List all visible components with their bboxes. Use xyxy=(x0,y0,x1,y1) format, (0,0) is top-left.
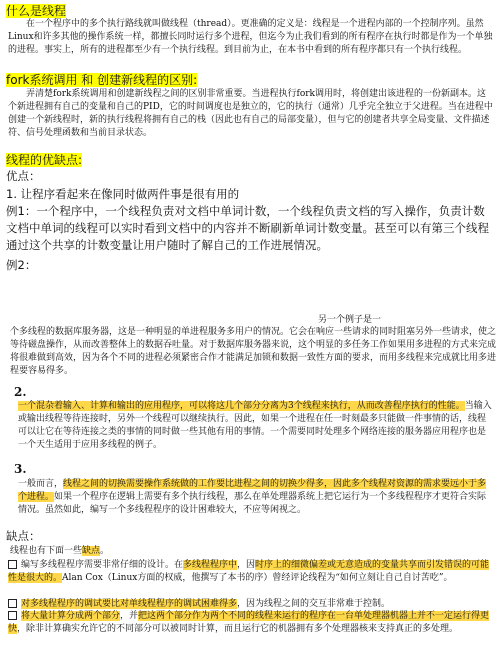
cons-intro-highlight: 缺点 xyxy=(82,546,101,556)
cons-item-1 xyxy=(8,559,494,585)
section-heading-fork-vs-thread: fork系统调用 和 创建新线程的区别: xyxy=(6,73,198,87)
item2-text xyxy=(18,400,494,452)
cons-2-mid: ，因为线程之间的交互非常难于控制。 xyxy=(237,599,391,609)
item3-pre: 一般而言， xyxy=(18,479,64,489)
section-heading-pros-cons: 线程的优缺点: xyxy=(6,153,83,167)
cons-2-hl1: 对多线程程序的调试要比对单线程程序的调试困难得多 xyxy=(21,599,238,609)
item2-rest: 当输入或输出线程等待连接时，另外一个线程可以继续执行。因此，如果一个进程在任一时刻最多只能做一件事情的话，线程可以让它在等待连接之类的事情的同时做一些其他有用的事情。一个需要同时处理多个网络连接的服务器应用程序也是一个天生适用于应用多线程的例子。 xyxy=(18,401,492,450)
cons-3-mid: ，并 xyxy=(120,611,139,621)
item3-number: 3. xyxy=(14,462,27,476)
pros-label: 优点： xyxy=(6,169,41,183)
item3-highlight: 线程之间的切换需要操作系统做的工作要比进程之间的切换少得多，因此多个线程对资源的需求要远小于多个进程。 xyxy=(18,479,487,502)
example2-body: 个多线程的数据库服务器，这是一种明显的单进程服务多用户的情况。它会在响应一些请求的同时阻塞另外一些请求，使之等待磁盘操作，从而改善整体上的数据吞吐量。对于数据库服务器来说，这个明显的多任务工作如果用多进程的方式来完成将很难做到高效，因为各个不同的进程必须紧密合作才能满足加锁和数据一致性方面的要求，而用多线程来完成就比用多进程要容易得多。 xyxy=(10,327,497,376)
item3-text xyxy=(18,478,494,517)
item2-highlight: 一个混杂着输入、计算和输出的应用程序，可以将这几个部分分离为3个线程来执行，从而改善程序执行的性能。 xyxy=(18,401,465,411)
cons-item-3 xyxy=(8,610,494,636)
example2-label: 例2： xyxy=(6,258,37,272)
cons-1-pre: 编写多线程程序需要非常仔细的设计。在 xyxy=(21,560,184,570)
cons-1-hl1: 多线程程序中 xyxy=(183,560,238,570)
checkbox-bullet-icon xyxy=(8,611,17,620)
cons-3-post: ，除非计算确实允许它的不同部分可以被同时计算，而且运行它的机器拥有多个处理器核来支持真正的多处理。 xyxy=(17,624,459,634)
cons-label: 缺点： xyxy=(6,529,41,543)
example1-text: 例1：一个程序中，一个线程负责对文档中单词计数，一个线程负责文档的写入操作，负责计数文档中单词的线程可以实时看到文档中的内容并不断刷新单词计数变量。甚至可以有第三个线程通过这个共享的计数变量让用户随时了解自己的工作进展情况。 xyxy=(6,204,489,252)
cons-intro-post: 。 xyxy=(100,546,110,556)
example2-lead: 另一个例子是一 xyxy=(318,315,382,325)
checkbox-bullet-icon xyxy=(8,599,17,608)
cons-1-hl2: 时序上的细微偏差或无意造成的变量共享而引发错误的可能性是很大的。 xyxy=(8,560,490,583)
pros-item1-title: 1. 让程序看起来在像同时做两件事是很有用的 xyxy=(6,187,240,201)
checkbox-bullet-icon xyxy=(8,560,17,569)
item2-number: 2. xyxy=(14,385,27,399)
cons-1-post: Alan Cox（Linux方面的权威，他撰写了本书的序）曾经评论线程为“如何立刻让自己自讨苦吃”。 xyxy=(62,573,453,583)
section-body-what-is-thread: 在一个程序中的多个执行路线就叫做线程（thread）。更准确的定义是：线程是一个进程内部的一个控制序列。虽然Linux和许多其他的操作系统一样，都擅长同时运行多个进程，但迄今为止我们看到的所有程序在执行时都是作为一个单独的进程。事实上，所有的进程都至少有一个执行线程。到目前为止，在本书中看到的所有程序都只有一个执行线程。 xyxy=(8,19,493,55)
cons-3-hl2: 把这两个部分作为两个不同的线程来运行的程序在一台单处理器机器上并不一定运行得更快 xyxy=(8,611,490,634)
cons-intro-pre: 线程也有下面一些 xyxy=(10,546,83,556)
cons-3-hl1: 将大量计算分成两个部分 xyxy=(21,611,121,621)
cons-1-mid: ，因 xyxy=(237,560,256,570)
section-heading-what-is-thread: 什么是线程 xyxy=(6,4,67,18)
item3-rest: 如果一个程序在逻辑上需要有多个执行线程，那么在单处理器系统上把它运行为一个多线程程序才更符合实际情况。虽然如此，编写一个多线程程序的设计困难较大，不应等闲视之。 xyxy=(18,492,487,515)
cons-intro xyxy=(10,545,109,558)
section-body-fork-vs-thread: 弄清楚fork系统调用和创建新线程之间的区别非常重要。当进程执行fork调用时，将创建出该进程的一份新副本。这个新进程拥有自己的变量和自己的PID，它的时间调度也是独立的，它的执行（通常）几乎完全独立于父进程。当在进程中创建一个新线程时，新的执行线程将拥有自己的栈（因此也有自己的局部变量），但与它的创建者共享全局变量、文件描述符、信号处理函数和当前目录状态。 xyxy=(8,89,493,138)
